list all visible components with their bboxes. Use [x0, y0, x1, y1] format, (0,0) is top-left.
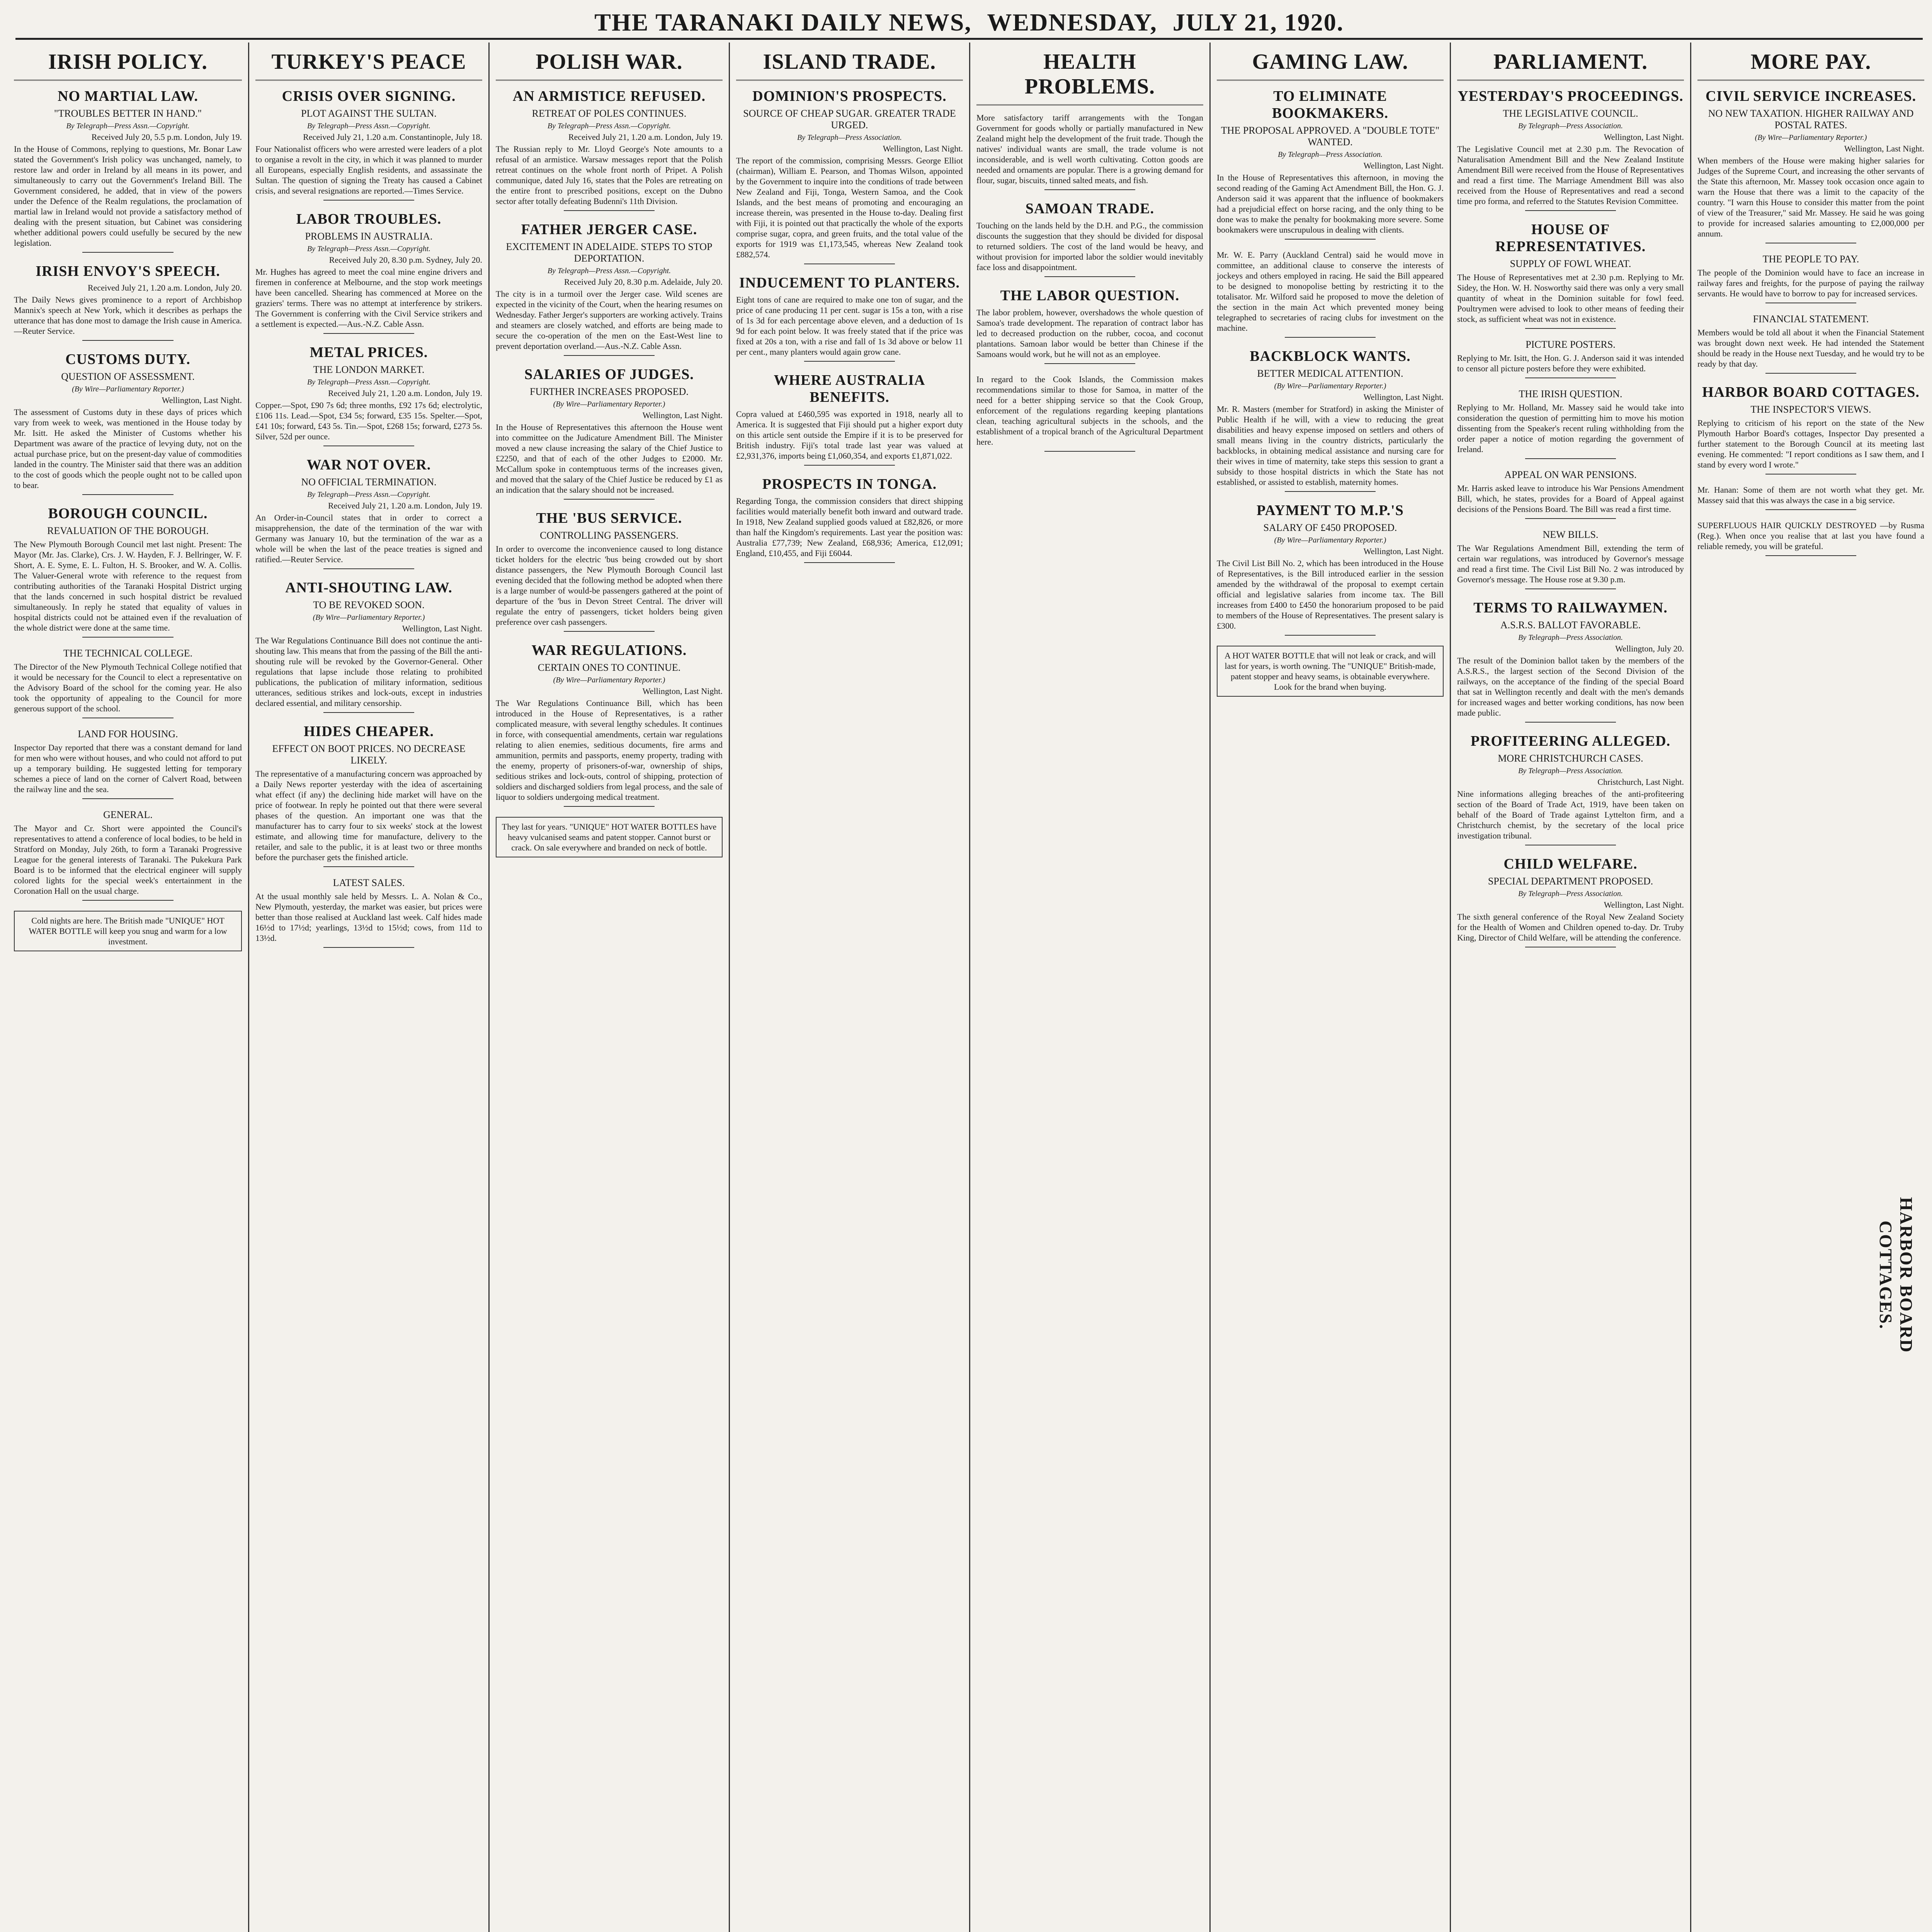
article-body: Members would be told all about it when the Financial Statement was brought down next week. He had intended the Statement should be ready in the House next Tuesday, and he would try to be ready by that day. [1697, 328, 1924, 369]
article-dateline: Wellington, Last Night. [642, 410, 723, 420]
article [255, 723, 482, 867]
article [1697, 88, 1924, 243]
column-heading: GAMING LAW. [1217, 46, 1444, 81]
article-body: In regard to the Cook Islands, the Commission makes recommendations similar to those for Samoa, in matter of the need for a better shipping service so that the Cook Group, enforcement of the regulations regarding keeping plantations clean, teaching agricultural subjects in the schools, and the establishment of a tropical branch of the Agricultural Department here. [976, 374, 1203, 447]
article-subheadline: LAND FOR HOUSING. [78, 728, 178, 740]
article-headline: BOROUGH COUNCIL. [48, 505, 208, 522]
article [736, 372, 963, 466]
article-subheadline: THE INSPECTOR'S VIEWS. [1750, 404, 1871, 415]
article-headline: SALARIES OF JUDGES. [524, 366, 694, 383]
article-headline: PROSPECTS IN TONGA. [762, 476, 937, 492]
article-byline: By Telegraph—Press Assn.—Copyright. [307, 378, 431, 386]
column-2 [248, 43, 488, 1932]
article-dateline: Received July 21, 1.20 a.m. Constantinople, July 18. [303, 132, 482, 142]
article-divider [82, 494, 173, 495]
article-divider [323, 712, 414, 713]
article-body: Replying to Mr. Isitt, the Hon. G. J. Anderson said it was intended to censor all picture posters before they were exhibited. [1457, 353, 1684, 373]
article-headline: TO ELIMINATE BOOKMAKERS. [1272, 88, 1389, 121]
article-subheadline: BETTER MEDICAL ATTENTION. [1257, 368, 1403, 379]
article-byline: (By Wire—Parliamentary Reporter.) [313, 613, 425, 622]
article-body: Nine informations alleging breaches of the anti-profiteering section of the Board of Trade Act, 1919, have been taken on behalf of the Board of Trade against Lyttelton firm, and a Christchurch chemist, by the secretary of the local price investigation tribunal. [1457, 789, 1684, 840]
article-body: The assessment of Customs duty in these days of prices which vary from week to week, was mentioned in the House today by Mr. Isitt. He asked the Minister of Customs whether his Department was aware of the practice of levying duty, not on the actual purchase price, but on the present-day value of commodities landed in the country. The Minister said that there was an addition to the cost of goods which the people ought not to be called upon to bear. [14, 407, 242, 490]
article-dateline: Wellington, Last Night. [402, 624, 482, 633]
article-headline: CIVIL SERVICE INCREASES. [1705, 88, 1917, 104]
article-headline: HIDES CHEAPER. [303, 723, 434, 740]
article [14, 809, 242, 901]
article [14, 88, 242, 253]
article-dateline: Wellington, Last Night. [883, 144, 963, 153]
article [1457, 339, 1684, 378]
article-subheadline: CERTAIN ONES TO CONTINUE. [537, 662, 681, 673]
article-headline: BACKBLOCK WANTS. [1250, 348, 1411, 364]
article [14, 263, 242, 341]
article-body: The people of the Dominion would have to face an increase in railway fares and freights, for the purpose of paying the railway servants. He would have to borrow to pay for increased services. [1697, 268, 1924, 298]
article-subheadline: THE LONDON MARKET. [313, 364, 425, 375]
article-divider [1525, 722, 1616, 723]
article-dateline: Received July 21, 1.20 a.m. London, July 19. [568, 132, 723, 142]
article-byline: By Telegraph—Press Association. [1518, 767, 1623, 775]
article-subheadline: NO NEW TAXATION. HIGHER RAILWAY AND POSTAL RATES. [1708, 108, 1914, 131]
article-byline: By Telegraph—Press Association. [797, 133, 902, 142]
column-heading: POLISH WAR. [496, 46, 723, 81]
article-byline: (By Wire—Parliamentary Reporter.) [1755, 133, 1867, 142]
article-dateline: Wellington, Last Night. [642, 686, 723, 696]
column-5 [969, 43, 1209, 1932]
column-3 [488, 43, 729, 1932]
article-byline: By Telegraph—Press Association. [1278, 150, 1383, 159]
article-divider [82, 637, 173, 638]
column-1 [8, 43, 248, 1932]
article-divider [82, 252, 173, 253]
article-headline: SAMOAN TRADE. [1025, 201, 1155, 217]
article [1697, 313, 1924, 374]
article-body: Copper.—Spot, £90 7s 6d; three months, £92 17s 6d; electrolytic, £106 11s. Lead.—Spot, £34 5s; forward, £35 15s. Spelter.—Spot, £41 10s; forward, £43 5s. Tin.—Spot, £268 15s; forward, £273 5s. Silver, 52d per ounce. [255, 400, 482, 441]
article-byline: By Telegraph—Press Association. [1518, 122, 1623, 130]
article-divider [1525, 328, 1616, 329]
article-dateline: Wellington, Last Night. [1363, 392, 1444, 402]
article-body: Replying to Mr. Holland, Mr. Massey said he would take into consideration the question of permitting him to move his motion dissenting from the Speaker's recent ruling withholding from the order paper a notice of motion regarding the government of Ireland. [1457, 403, 1684, 454]
advertisement: They last for years. "UNIQUE" HOT WATER BOTTLES have heavy vulcanised seams and patent stopper. Cannot burst or crack. On sale everywhere and branded on neck of bottle. [496, 817, 723, 857]
article-subheadline: SPECIAL DEPARTMENT PROPOSED. [1488, 876, 1653, 887]
article-body: Mr. Hanan: Some of them are not worth what they get. Mr. Massey said that this was always the case in a big service. [1697, 485, 1924, 505]
article-divider [564, 631, 655, 632]
article-headline: THE 'BUS SERVICE. [536, 510, 682, 526]
article-body: The Civil List Bill No. 2, which has been introduced in the House of Representatives, is the Bill introduced earlier in the session amended by the withdrawal of the proposal to exempt certain official and legislative salaries from income tax. The Bill increases from £400 to £450 the honorarium proposed to be paid to members of the House of Representatives. The present salary is £300. [1217, 558, 1444, 631]
article-body: SUPERFLUOUS HAIR QUICKLY DESTROYED —by Rusma (Reg.). When once you realise that at last you have found a reliable remedy, you will be grateful. [1697, 520, 1924, 551]
article-subheadline: TO BE REVOKED SOON. [313, 599, 425, 611]
article-divider [1285, 239, 1376, 240]
article [1697, 485, 1924, 510]
article-divider [1285, 491, 1376, 492]
article-subheadline: SOURCE OF CHEAP SUGAR. GREATER TRADE URGED. [743, 108, 956, 131]
article-divider [564, 806, 655, 807]
article-body: The result of the Dominion ballot taken by the members of the A.S.R.S., the largest section of the Second Division of the railways, on the acceptance of the finding of the special Board that sat in Wellington recently and dealt with the men's demands for increased wages and better working conditions, has now been made public. [1457, 656, 1684, 718]
column-heading: HEALTH PROBLEMS. [976, 46, 1203, 105]
article-body: The representative of a manufacturing concern was approached by a Daily News reporter yesterday with the idea of ascertaining what effect (if any) the declining hide market will have on the price of footwear. In reply he pointed out that there were several phases of the question. An important one was that the manufacturer has to carry four to six weeks' stock at the lowest estimate, and allowing time for manufacture, delivery to the retailer, and sale to the public, it is at least two or three months before the purchaser gets the finished article. [255, 769, 482, 862]
article-dateline: Christchurch, Last Night. [1597, 777, 1684, 787]
article [1217, 502, 1444, 636]
side-banner: HARBOR BOARD COTTAGES. [1876, 1197, 1916, 1353]
article-body: The New Plymouth Borough Council met last night. Present: The Mayor (Mr. Jas. Clarke), Crs. J. W. Hayden, F. J. Bellringer, W. F. Short, A. E. Syme, E. L. Fulton, H. S. Brooker, and W. A. Collis. The Valuer-General wrote with reference to the request from contributing authorities of the Taranaki Hospital District urging that the lands concerned in such hospital district be revalued simultaneously. In reply he stated that equality of values in hospital districts could not be attained even if the revaluation of the whole district were done at the same time. [14, 539, 242, 633]
article-divider [804, 465, 895, 466]
article [496, 510, 723, 632]
article-subheadline: THE TECHNICAL COLLEGE. [63, 648, 193, 659]
article-divider [82, 798, 173, 799]
article-byline: By Telegraph—Press Assn.—Copyright. [307, 122, 431, 130]
column-heading: MORE PAY. [1697, 46, 1924, 81]
article [976, 374, 1203, 452]
column-heading: TURKEY'S PEACE [255, 46, 482, 81]
article [976, 112, 1203, 190]
article-subheadline: LATEST SALES. [333, 877, 405, 888]
article-divider [82, 900, 173, 901]
article-headline: HOUSE OF REPRESENTATIVES. [1495, 221, 1646, 255]
article-body: The report of the commission, comprising Messrs. George Elliot (chairman), William E. Pearson, and Thomas Wilson, appointed by the Government to inquire into the conditions of trade between New Zealand and Fiji, Tonga, Western Samoa, and the Cook Islands, and the best means of promoting and encouraging an increase therein, was presented in the House to-day. Dealing first with Fiji, it is pointed out that practically the whole of the exports comprise sugar, copra, and green fruits, and the total value of the exports for 1919 was £1,173,545, whereas New Zealand took £882,574. [736, 156, 963, 259]
article [496, 221, 723, 356]
article-body: Regarding Tonga, the commission considers that direct shipping facilities would materially benefit both inward and outward trade. In 1918, New Zealand supplied goods valued at £82,826, or more than half the Kingdom's requirements. Last year the position was: Australia £77,739; New Zealand, £68,936; America, £12,091; England, £10,455, and Fiji £6044. [736, 496, 963, 558]
article-body: The Russian reply to Mr. Lloyd George's Note amounts to a refusal of an armistice. Warsaw messages report that the Polish retreat continues on the whole front north of Pripet. A Polish communique, dated July 16, states that the Poles are retreating on the entire front to prescribed positions, except on the Dubno sector after totally defeating Budenni's 11th Division. [496, 144, 723, 206]
article-dateline: Wellington, Last Night. [1844, 144, 1924, 153]
article-headline: WAR REGULATIONS. [531, 642, 687, 658]
article-body: The city is in a turmoil over the Jerger case. Wild scenes are expected in the vicinity of the Court, when the hearing resumes on Wednesday. Father Jerger's supporters are working actively. Trains and steamers are closely watched, and efforts are being made to secure the co-operation of the men on the East-West line to prevent deportation overland.—Aus.-N.Z. Cable Assn. [496, 289, 723, 351]
article-body: In the House of Representatives this afternoon the House went into committee on the Judicature Amendment Bill. The Minister moved a new clause increasing the salary of the Chief Justice to £2250, and that of each of the other Judges to £2000. Mr. McCallum spoke in contemptuous terms of the increases given, and moved that the salary of the Chief Justice be reduced by £1 as an indication that the salary should not be increased. [496, 422, 723, 495]
article-body: Touching on the lands held by the D.H. and P.G., the commission discounts the suggestion that they should be divided for disposal to returned soldiers. The cost of the land would be heavy, and without provision for imported labor the soldier would inevitably face loss and disappointment. [976, 221, 1203, 272]
article-body: At the usual monthly sale held by Messrs. L. A. Nolan & Co., New Plymouth, yesterday, the market was easier, but prices were better than those realised at Auckland last week. Calf hides made 16½d to 17½d; yearlings, 13½d to 15½d; cows, from 11d to 13½d. [255, 891, 482, 943]
article-divider [1765, 373, 1856, 374]
article [255, 579, 482, 713]
article [255, 344, 482, 446]
column-heading: PARLIAMENT. [1457, 46, 1684, 81]
article-dateline: Wellington, July 20. [1615, 644, 1684, 653]
article-headline: TERMS TO RAILWAYMEN. [1473, 600, 1668, 616]
article-headline: FATHER JERGER CASE. [521, 221, 697, 238]
article-dateline: Received July 21, 1.20 a.m. London, July 20. [87, 283, 242, 293]
article-body: Mr. R. Masters (member for Stratford) in asking the Minister of Public Health if he will, with a view to reducing the great disabilities and heavy expense imposed on settlers and others of small means living in the country districts, particularly the backblocks, in obtaining medical assistance and nursing care for their wives in time of maternity, take steps this session to grant a subsidy to those hospital districts in which the State has not established, or assisted to establish, maternity homes. [1217, 404, 1444, 487]
column-heading: ISLAND TRADE. [736, 46, 963, 81]
article [14, 728, 242, 799]
article [255, 211, 482, 334]
article-headline: PROFITEERING ALLEGED. [1470, 733, 1671, 749]
article-subheadline: EXCITEMENT IN ADELAIDE. STEPS TO STOP DEPORTATION. [506, 241, 713, 264]
article-divider [804, 562, 895, 563]
article-subheadline: APPEAL ON WAR PENSIONS. [1504, 469, 1637, 480]
article-headline: THE LABOR QUESTION. [1000, 287, 1180, 304]
article-subheadline: THE PROPOSAL APPROVED. A "DOUBLE TOTE" WANTED. [1221, 125, 1440, 148]
article [976, 200, 1203, 277]
article [736, 274, 963, 362]
article-byline: By Telegraph—Press Assn.—Copyright. [307, 245, 431, 253]
article-body: In order to overcome the inconvenience caused to long distance ticket holders for the electric 'bus being crowded out by short distance passengers, the New Plymouth Borough Council last evening decided that the following method be adopted when there is a large number of would-be passengers gathered at the point of departure of the 'bus in Devon Street Central. The driver will regulate the entry of passengers, ticket holders being given preference over cash passengers. [496, 544, 723, 627]
article-subheadline: PLOT AGAINST THE SULTAN. [301, 108, 437, 119]
article-body: The labor problem, however, overshadows the whole question of Samoa's trade development. The reparation of contract labor has led to decreased production on the rubber, cocoa, and coconut plantations. Samoan labor would be better than Chinese if the Samoans would work, but he will not as an employee. [976, 308, 1203, 359]
article [1457, 599, 1684, 723]
article [736, 88, 963, 264]
issue-date: JULY 21, 1920. [1172, 9, 1344, 36]
article [1457, 88, 1684, 211]
article-divider [1044, 189, 1135, 190]
article-divider [804, 361, 895, 362]
article-headline: NO MARTIAL LAW. [58, 88, 198, 104]
article-divider [1044, 363, 1135, 364]
article-headline: AN ARMISTICE REFUSED. [512, 88, 706, 104]
article-divider [1285, 337, 1376, 338]
article-body: Copra valued at £460,595 was exported in 1918, nearly all to America. It is suggested that Fiji should put a higher export duty on this article sent outside the Empire if it is to be preserved for British industry. Fiji's total trade last year was valued at £2,931,376, imports being £1,060,354, and exports £1,871,022. [736, 409, 963, 461]
article-divider [82, 340, 173, 341]
article [255, 88, 482, 201]
article-byline: By Telegraph—Press Assn.—Copyright. [547, 122, 671, 130]
article-divider [1765, 509, 1856, 510]
article [255, 877, 482, 948]
article-dateline: Wellington, Last Night. [162, 395, 242, 405]
article-subheadline: MORE CHRISTCHURCH CASES. [1498, 753, 1643, 764]
article-headline: INDUCEMENT TO PLANTERS. [739, 275, 960, 291]
article [1457, 733, 1684, 845]
article-body: Mr. Harris asked leave to introduce his War Pensions Amendment Bill, which, he states, provides for a Board of Appeal against decisions of the Pensions Board. The Bill was read a first time. [1457, 483, 1684, 514]
article-headline: METAL PRICES. [310, 344, 428, 361]
article [14, 351, 242, 495]
article-byline: By Telegraph—Press Assn.—Copyright. [307, 490, 431, 499]
article-subheadline: SALARY OF £450 PROPOSED. [1263, 522, 1397, 533]
article-headline: YESTERDAY'S PROCEEDINGS. [1458, 88, 1684, 104]
article-body: An Order-in-Council states that in order to correct a misapprehension, the date of the termination of the war with Germany was January 10, but the termination of the war as a whole will be when the last of the peace treaties is signed and ratified.—Reuter Service. [255, 513, 482, 564]
article-subheadline: REVALUATION OF THE BOROUGH. [47, 525, 209, 536]
article-body: Mr. W. E. Parry (Auckland Central) said he would move in committee, an additional clause to conserve the interests of jockeys and others employed in racing. He said the Bill appeared to be designed to monopolise betting by restricting it to the totalisator. Mr. Wilford said he proposed to move the deletion of the section in the main Act which prevented money being telegraphed to secretaries of racing clubs for investment on the machine. [1217, 250, 1444, 333]
article-dateline: Received July 21, 1.20 a.m. London, July 19. [328, 501, 482, 510]
article [14, 648, 242, 718]
article-body: The Daily News gives prominence to a report of Archbishop Mannix's speech at New York, which it describes as perhaps the utterance that has done most to damage the Irish cause in America.—Reuter Service. [14, 295, 242, 336]
advertisement: A HOT WATER BOTTLE that will not leak or crack, and will last for years, is worth owning. The "UNIQUE" British-made, patent stopper and heavy seams, is obtainable everywhere. Look for the brand when buying. [1217, 646, 1444, 697]
article-body: Mr. Hughes has agreed to meet the coal mine engine drivers and firemen in conference at Melbourne, and the stop work meetings have been cancelled. Shearing has commenced at Moree on the graziers' terms. There was no attempt at interference by strikers. The Government is conferring with the Civil Service strikers and a settlement is expected.—Aus.-N.Z. Cable Assn. [255, 267, 482, 329]
article-divider [1525, 210, 1616, 211]
article-byline: By Telegraph—Press Association. [1518, 633, 1623, 642]
article-divider [323, 568, 414, 569]
article-subheadline: GENERAL. [103, 809, 153, 820]
article-subheadline: CONTROLLING PASSENGERS. [540, 530, 679, 541]
article-headline: DOMINION'S PROSPECTS. [752, 88, 947, 104]
article-dateline: Wellington, Last Night. [1604, 132, 1684, 142]
article-body: The House of Representatives met at 2.30 p.m. Replying to Mr. Sidey, the Hon. W. H. Nosworthy said there was only a very small quantity of wheat in the Dominion suitable for fowl feed. Poultrymen were advised to look to other means of feeding their stock, as sufficient wheat was not in existence. [1457, 272, 1684, 324]
article-dateline: Received July 20, 5.5 p.m. London, July 19. [91, 132, 242, 142]
issue-day: WEDNESDAY, [987, 9, 1157, 36]
article-byline: (By Wire—Parliamentary Reporter.) [553, 400, 665, 408]
article-byline: (By Wire—Parliamentary Reporter.) [1274, 382, 1386, 390]
article [1697, 384, 1924, 474]
column-4 [729, 43, 969, 1932]
article-subheadline: NO OFFICIAL TERMINATION. [301, 476, 437, 488]
article-dateline: Received July 21, 1.20 a.m. London, July 19. [328, 388, 482, 398]
article [736, 476, 963, 563]
article [1457, 855, 1684, 947]
article [1457, 221, 1684, 329]
article-body: The Director of the New Plymouth Technical College notified that it would be necessary for the Council to elect a representative on the Advisory Board of the school for the coming year. He also took the opportunity of appealing to the Council for more generous support of the school. [14, 662, 242, 713]
article-divider [564, 499, 655, 500]
article [1217, 348, 1444, 492]
article-body: Eight tons of cane are required to make one ton of sugar, and the price of cane producing 11 per cent. sugar is 15s a ton, with a rise of 1s 3d for each percentage above eleven, and a deduction of 1s 9d for each point below. It was freely stated that if the price was fixed at 20s a ton, with a rise and fall of 1s 3d above or below 11 per cent., many planters would again grow cane. [736, 295, 963, 357]
article-subheadline: FURTHER INCREASES PROPOSED. [530, 386, 689, 397]
article-subheadline: PROBLEMS IN AUSTRALIA. [305, 231, 433, 242]
article [496, 366, 723, 500]
advertisement: Cold nights are here. The British made "UNIQUE" HOT WATER BOTTLE will keep you snug and warm for a low investment. [14, 911, 242, 951]
article-divider [1285, 635, 1376, 636]
article [496, 88, 723, 211]
article [1457, 469, 1684, 519]
article-divider [1525, 518, 1616, 519]
article-headline: CUSTOMS DUTY. [65, 351, 190, 367]
article-divider [564, 210, 655, 211]
article-subheadline: THE LEGISLATIVE COUNCIL. [1503, 108, 1638, 119]
article [976, 287, 1203, 364]
column-heading: IRISH POLICY. [14, 46, 242, 81]
article [1697, 520, 1924, 556]
article-divider [1765, 555, 1856, 556]
article-dateline: Received July 20, 8.30 p.m. Adelaide, July 20. [564, 277, 723, 287]
article-byline: (By Wire—Parliamentary Reporter.) [72, 385, 184, 393]
article-headline: LABOR TROUBLES. [296, 211, 442, 227]
article-divider [1044, 276, 1135, 277]
article-byline: (By Wire—Parliamentary Reporter.) [1274, 536, 1386, 544]
article-divider [323, 200, 414, 201]
newspaper-title: THE TARANAKI DAILY NEWS, [594, 9, 972, 36]
article-divider [323, 333, 414, 334]
article [14, 505, 242, 638]
article-headline: IRISH ENVOY'S SPEECH. [36, 263, 220, 279]
article-body: In the House of Representatives this afternoon, in moving the second reading of the Gaming Act Amendment Bill, the Hon. G. J. Anderson said it was apparent that the influence of bookmakers had a prejudicial effect on horse racing, and the only thing to be done was to make the penalty for bookmaking more severe. Some bookmakers were unscrupulous in dealing with clients. [1217, 173, 1444, 235]
article-byline: By Telegraph—Press Assn.—Copyright. [66, 122, 190, 130]
article-body: The sixth general conference of the Royal New Zealand Society for the Health of Women and Children opened to-day. Dr. Truby King, Director of Child Welfare, will be attending the conference. [1457, 912, 1684, 942]
article [1457, 529, 1684, 589]
article-divider [323, 947, 414, 948]
column-6 [1209, 43, 1450, 1932]
article [1697, 253, 1924, 303]
column-7 [1450, 43, 1690, 1932]
article-subheadline: SUPPLY OF FOWL WHEAT. [1510, 258, 1631, 269]
article-subheadline: "TROUBLES BETTER IN HAND." [54, 108, 202, 119]
article-divider [1525, 458, 1616, 459]
article [255, 456, 482, 569]
article [1217, 88, 1444, 240]
article-subheadline: A.S.R.S. BALLOT FAVORABLE. [1500, 619, 1641, 631]
article-headline: CRISIS OVER SIGNING. [282, 88, 456, 104]
article-divider [323, 866, 414, 867]
article-subheadline: NEW BILLS. [1543, 529, 1599, 540]
masthead [15, 7, 1923, 40]
article-headline: ANTI-SHOUTING LAW. [285, 580, 452, 596]
column-8 [1690, 43, 1930, 1932]
article-body: When members of the House were making higher salaries for Judges of the Supreme Court, and increasing the other servants of the State this afternoon, Mr. Massey took occasion once again to warn the House that there was a limit to the capacity of the country. "I warn this House to consider this matter from the point of view of the Treasurer," said Mr. Massey. He said he was going to provide for increased salaries amounting to £2,000,000 per annum. [1697, 156, 1924, 238]
article-subheadline: EFFECT ON BOOT PRICES. NO DECREASE LIKELY. [272, 743, 466, 766]
article-subheadline: THE IRISH QUESTION. [1519, 388, 1622, 400]
article [1457, 388, 1684, 459]
article-subheadline: FINANCIAL STATEMENT. [1753, 313, 1869, 325]
article-byline: By Telegraph—Press Assn.—Copyright. [547, 267, 671, 275]
article-body: In the House of Commons, replying to questions, Mr. Bonar Law stated the Government's Irish policy was unchanged, namely, to restore law and order in Ireland by all means in its power, and simultaneously to carry out the Government's Ireland Bill. The Government considered, he added, that in view of the powers under the Defence of the Realm regulations, the proclamation of martial law in Ireland would not provide a satisfactory method of dealing with the present situation, but Cabinet was considering whether additional powers could usefully be secured by the new legislation. [14, 144, 242, 248]
article-body: Four Nationalist officers who were arrested were leaders of a plot to organise a revolt in the city, in which it was planned to murder all Europeans, especially English residents, and assassinate the Sultan. The question of signing the Treaty has caused a Cabinet crisis, and several resignations are reported.—Times Service. [255, 144, 482, 196]
article-dateline: Wellington, Last Night. [1363, 546, 1444, 556]
article-headline: WAR NOT OVER. [306, 457, 431, 473]
article-body: The War Regulations Amendment Bill, extending the term of certain war regulations, was introduced by Governor's message and read a first time. The Civil List Bill No. 2 was introduced by Governor's message. The House rose at 9.30 p.m. [1457, 543, 1684, 584]
newspaper-columns [8, 43, 1930, 1932]
article-subheadline: PICTURE POSTERS. [1526, 339, 1616, 350]
article-subheadline: QUESTION OF ASSESSMENT. [61, 371, 195, 382]
article-byline: (By Wire—Parliamentary Reporter.) [553, 676, 665, 684]
article [1217, 250, 1444, 338]
article-body: The Mayor and Cr. Short were appointed the Council's representatives to attend a conference of local bodies, to be held in Stratford on Monday, July 26th, to form a Taranaki Progressive League for the general interests of Taranaki. The Pukekura Park Board is to be informed that the electrical engineer will supply colored lights for the special week's entertainment in the Coronation Hall on the usual charge. [14, 823, 242, 896]
article-headline: HARBOR BOARD COTTAGES. [1702, 384, 1920, 400]
article-headline: CHILD WELFARE. [1503, 856, 1638, 872]
article-dateline: Wellington, Last Night. [1363, 161, 1444, 170]
article [496, 642, 723, 807]
article-headline: WHERE AUSTRALIA BENEFITS. [774, 372, 925, 405]
article-body: More satisfactory tariff arrangements with the Tongan Government for goods wholly or partially manufactured in New Zealand might help the development of the fruit trade. Though the natives' individual wants are small, the trade volume is not inconsiderable, and is well worth cultivating. Cotton goods are needed and ornaments are popular. There is a growing demand for flour, sugar, biscuits, tinned salted meats, and fish. [976, 113, 1203, 185]
article-body: The War Regulations Continuance Bill, which has been introduced in the House of Representatives, is a rather complicated measure, with several lengthy schedules. It continues in force, with consequential amendments, certain war regulations relating to alien enemies, seditious documents, fire arms and ammunition, permits and passports, enemy property, trading with the enemy, property of prisoners-of-war, ownership of ships, seditious strikes and lock-outs, control of shipping, protection of soldiers and discharged soldiers from legal process, and the sale of liquor to soldiers undergoing medical treatment. [496, 698, 723, 802]
article-dateline: Wellington, Last Night. [1604, 900, 1684, 910]
article-body: The Legislative Council met at 2.30 p.m. The Revocation of Naturalisation Amendment Bill and the New Zealand Institute Amendment Bill were received from the House of Representatives and read a first time. The Marriage Amendment Bill was also received from the House of Representatives and read a second time pro forma, and referred to the Statutes Revision Committee. [1457, 144, 1684, 206]
article-headline: PAYMENT TO M.P.'S [1257, 502, 1404, 519]
article-subheadline: RETREAT OF POLES CONTINUES. [532, 108, 687, 119]
article-divider [1044, 451, 1135, 452]
article-body: Replying to criticism of his report on the state of the New Plymouth Harbor Board's cottages, Inspector Day presented a further statement to the Borough Council at its meeting last evening. He commented: "I report conditions as I saw them, and I stand by every word I wrote." [1697, 418, 1924, 469]
article-divider [564, 355, 655, 356]
article-divider [1525, 588, 1616, 589]
article-body: Inspector Day reported that there was a constant demand for land for men who were without houses, and who could not afford to put up a temporary building. He suggested letting for temporary schemes a piece of land on the corner of Calvert Road, between the railway line and the sea. [14, 743, 242, 794]
article-dateline: Received July 20, 8.30 p.m. Sydney, July 20. [329, 255, 482, 265]
article-byline: By Telegraph—Press Association. [1518, 889, 1623, 898]
article-body: The War Regulations Continuance Bill does not continue the anti-shouting law. This means that from the passing of the Bill the anti-shouting rule will be revoked by the Governor-General. Other regulations that lapse include those relating to prohibited publications, the publication of military information, seditious utterances, seditious strikes and lock-outs, except in industries declared essential, and military censorship. [255, 636, 482, 708]
article-subheadline: THE PEOPLE TO PAY. [1762, 253, 1859, 265]
